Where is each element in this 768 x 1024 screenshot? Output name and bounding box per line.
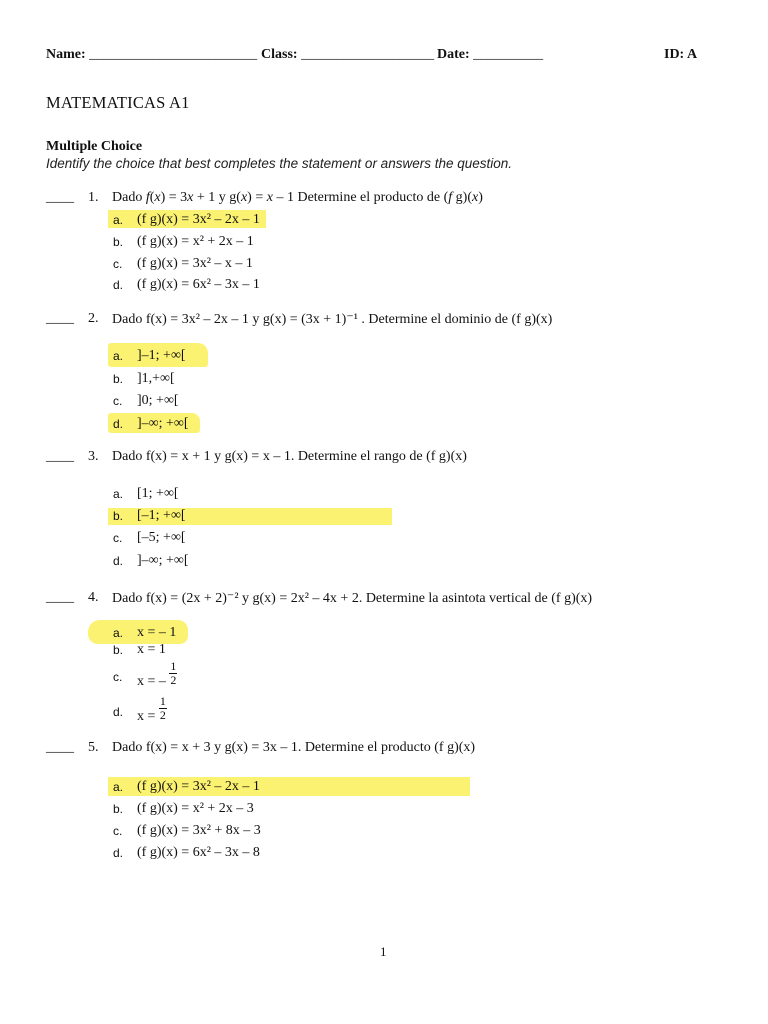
question-number: 1. xyxy=(88,190,99,205)
fraction: $\frac{1}{2}$ xyxy=(159,694,166,722)
question-number: 4. xyxy=(88,590,99,605)
question-number: 3. xyxy=(88,449,99,464)
answer-blank[interactable]: ____ xyxy=(46,311,74,326)
id-label: ID: A xyxy=(664,47,698,62)
name-blank[interactable]: ________________________ xyxy=(89,47,258,62)
section-instruction: Identify the choice that best completes the statement or answers the question. xyxy=(46,156,513,171)
question-number: 5. xyxy=(88,740,99,755)
question-text: Dado f(x) = x + 1 y g(x) = x – 1. Determine el rango de (f g)(x) xyxy=(112,449,467,464)
answer-blank[interactable]: ____ xyxy=(46,449,74,464)
exam-page: Name: ________________________ Class: ___________________ Date: __________ ID: A MATEMATICAS A1 Multiple Choice Identify the choice that best completes the statement or answers the question. ____ 1. Dado f(x) = 3x + 1 y g(x) = x – 1 Determine el producto de (f g)(x) a. (f g)(x) = 3x² – 2x – 1 b. (f g)(x) = x² + 2x – 1 c. (f g)(x) = 3x² – x – 1 d. (f g)(x) = 6x² – 3x – 1 ____ 2. Dado f(x) = 3x² – 2x – 1 y g(x) = (3x + 1)⁻¹ . Determine el dominio de (f g)(x) a. ]–1; +∞[ b. ]1,+∞[ c. ]0; +∞[ d. ]–∞; +∞[ ____ 3. Dado f(x) = x + 1 y g(x) = x – 1. Determine el rango de (f g)(x) a. [1; +∞[ b. [–1; +∞[ c. [–5; +∞[ d. ]–∞; +∞[ ____ 4. Dado f(x) = (2x + 2)⁻² y g(x) = 2x² – 4x + 2. Determine la asintota vertical de (f g)(x) a. x = – 1 b. x = 1 c. x = – $\frac{1}{2}$ d. x = $\frac{1}{2}$ ____ 5. Dado f(x) = x + 3 y g(x) = 3x – 1. Determine el producto (f g)(x) a. (f g)(x) = 3x² – 2x – 1 b. (f g)(x) = x² + 2x – 3 c. (f g)(x) = 3x² + 8x – 3 d. (f g)(x) = 6x² – 3x – 8 1 xyxy=(46,47,698,959)
question-text: Dado f(x) = 3x + 1 y g(x) = x – 1 Determine el producto de (f g)(x) xyxy=(112,190,483,205)
answer-blank[interactable]: ____ xyxy=(46,590,74,605)
page-title: MATEMATICAS A1 xyxy=(46,93,190,112)
date-field xyxy=(437,47,543,63)
date-blank[interactable]: __________ xyxy=(473,47,544,62)
answer-blank[interactable]: ____ xyxy=(46,740,74,755)
question-text: Dado f(x) = (2x + 2)⁻² y g(x) = 2x² – 4x + 2. Determine la asintota vertical de (f g)(x) xyxy=(112,591,593,606)
class-blank[interactable]: ___________________ xyxy=(301,47,435,62)
question-text: Dado f(x) = 3x² – 2x – 1 y g(x) = (3x + 1)⁻¹ . Determine el dominio de (f g)(x) xyxy=(112,312,553,327)
class-label: Class: xyxy=(261,47,298,62)
answer-blank[interactable]: ____ xyxy=(46,190,74,205)
name-label: Name: xyxy=(46,47,86,62)
class-field xyxy=(261,47,434,63)
page-number: 1 xyxy=(380,944,387,959)
question-number: 2. xyxy=(88,311,99,326)
fraction: $\frac{1}{2}$ xyxy=(170,659,177,687)
question-text: Dado f(x) = x + 3 y g(x) = 3x – 1. Determine el producto (f g)(x) xyxy=(112,740,476,755)
name-field xyxy=(46,47,257,63)
date-label: Date: xyxy=(437,47,470,62)
section-heading: Multiple Choice xyxy=(46,139,143,154)
